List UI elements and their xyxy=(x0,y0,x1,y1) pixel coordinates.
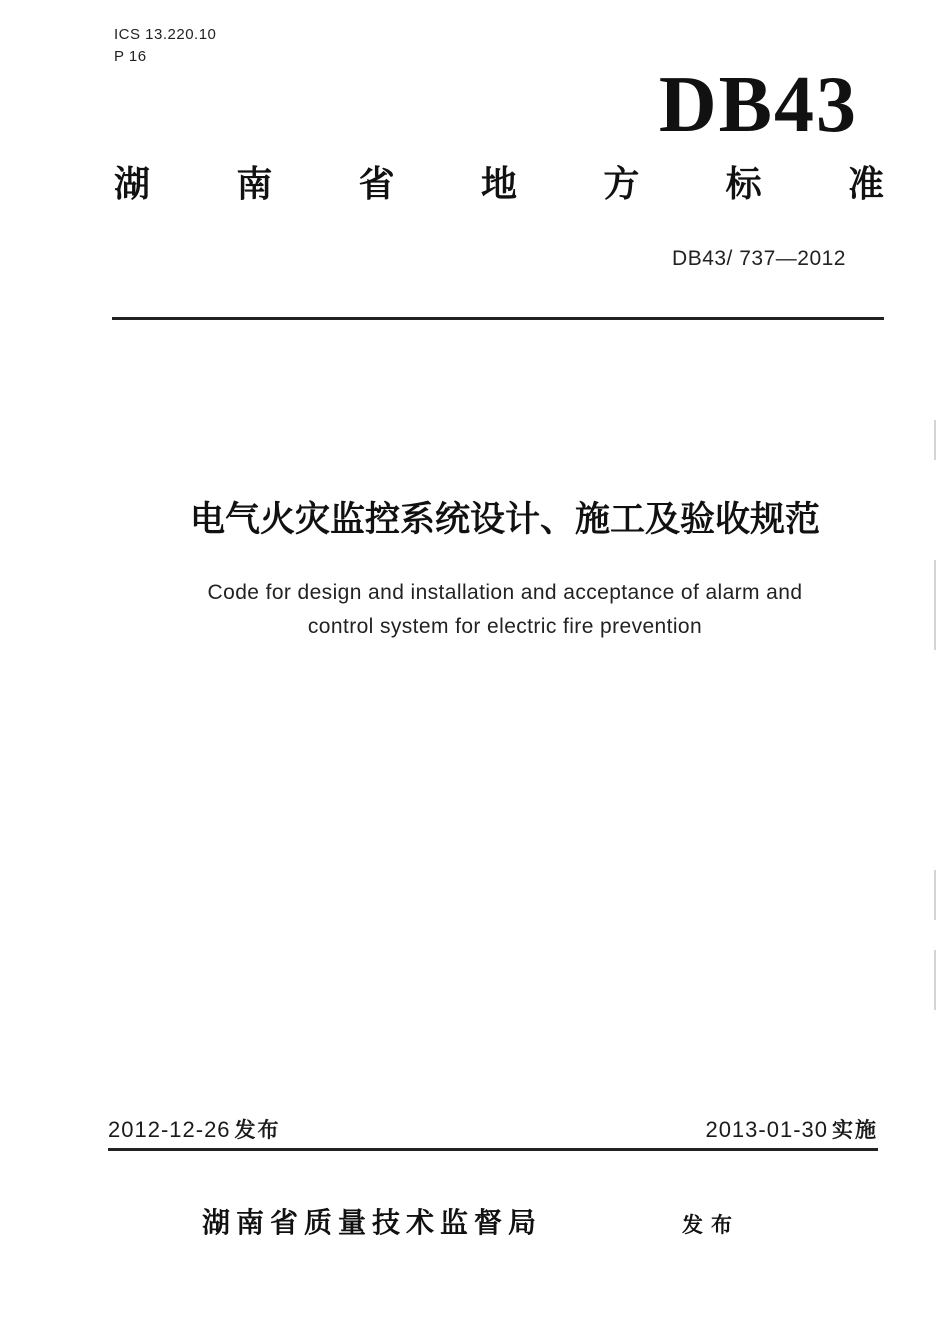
implement-date-block xyxy=(705,1115,878,1145)
implement-date: 2013-01-30 xyxy=(705,1117,828,1142)
standard-type-char: 准 xyxy=(847,164,884,205)
standard-type-char: 方 xyxy=(603,164,640,205)
publish-date: 2012-12-26 xyxy=(108,1117,231,1142)
standard-type-char: 标 xyxy=(725,164,762,205)
scan-edge-mark xyxy=(934,560,936,650)
ccs-code: P 16 xyxy=(114,48,147,65)
top-divider xyxy=(112,317,884,320)
standard-type-char: 地 xyxy=(480,164,517,205)
bottom-divider xyxy=(108,1148,878,1151)
standard-number: DB43/ 737—2012 xyxy=(672,247,846,270)
publish-label: 发布 xyxy=(234,1118,281,1142)
english-title-line2: control system for electric fire prevention xyxy=(307,615,703,638)
ics-code: ICS 13.220.10 xyxy=(114,26,217,43)
scan-edge-mark xyxy=(934,420,936,460)
classification-codes xyxy=(114,24,216,68)
standard-type-heading xyxy=(114,160,884,210)
english-title-line1: Code for design and installation and acceptance of alarm and xyxy=(207,581,803,604)
chinese-title: 电气火灾监控系统设计、施工及验收规范 xyxy=(189,500,820,540)
english-title xyxy=(0,576,950,644)
standard-type-char: 省 xyxy=(358,164,395,205)
publish-date-block xyxy=(108,1115,281,1145)
scan-edge-mark xyxy=(934,950,936,1010)
standard-type-char: 南 xyxy=(236,164,273,205)
scan-edge-mark xyxy=(934,870,936,920)
issuing-authority: 湖南省质量技术监督局 xyxy=(202,1206,543,1239)
issuer-action: 发布 xyxy=(682,1213,740,1237)
db43-logo: DB43 xyxy=(658,61,858,149)
standard-type-char: 湖 xyxy=(114,164,151,205)
implement-label: 实施 xyxy=(832,1118,878,1142)
